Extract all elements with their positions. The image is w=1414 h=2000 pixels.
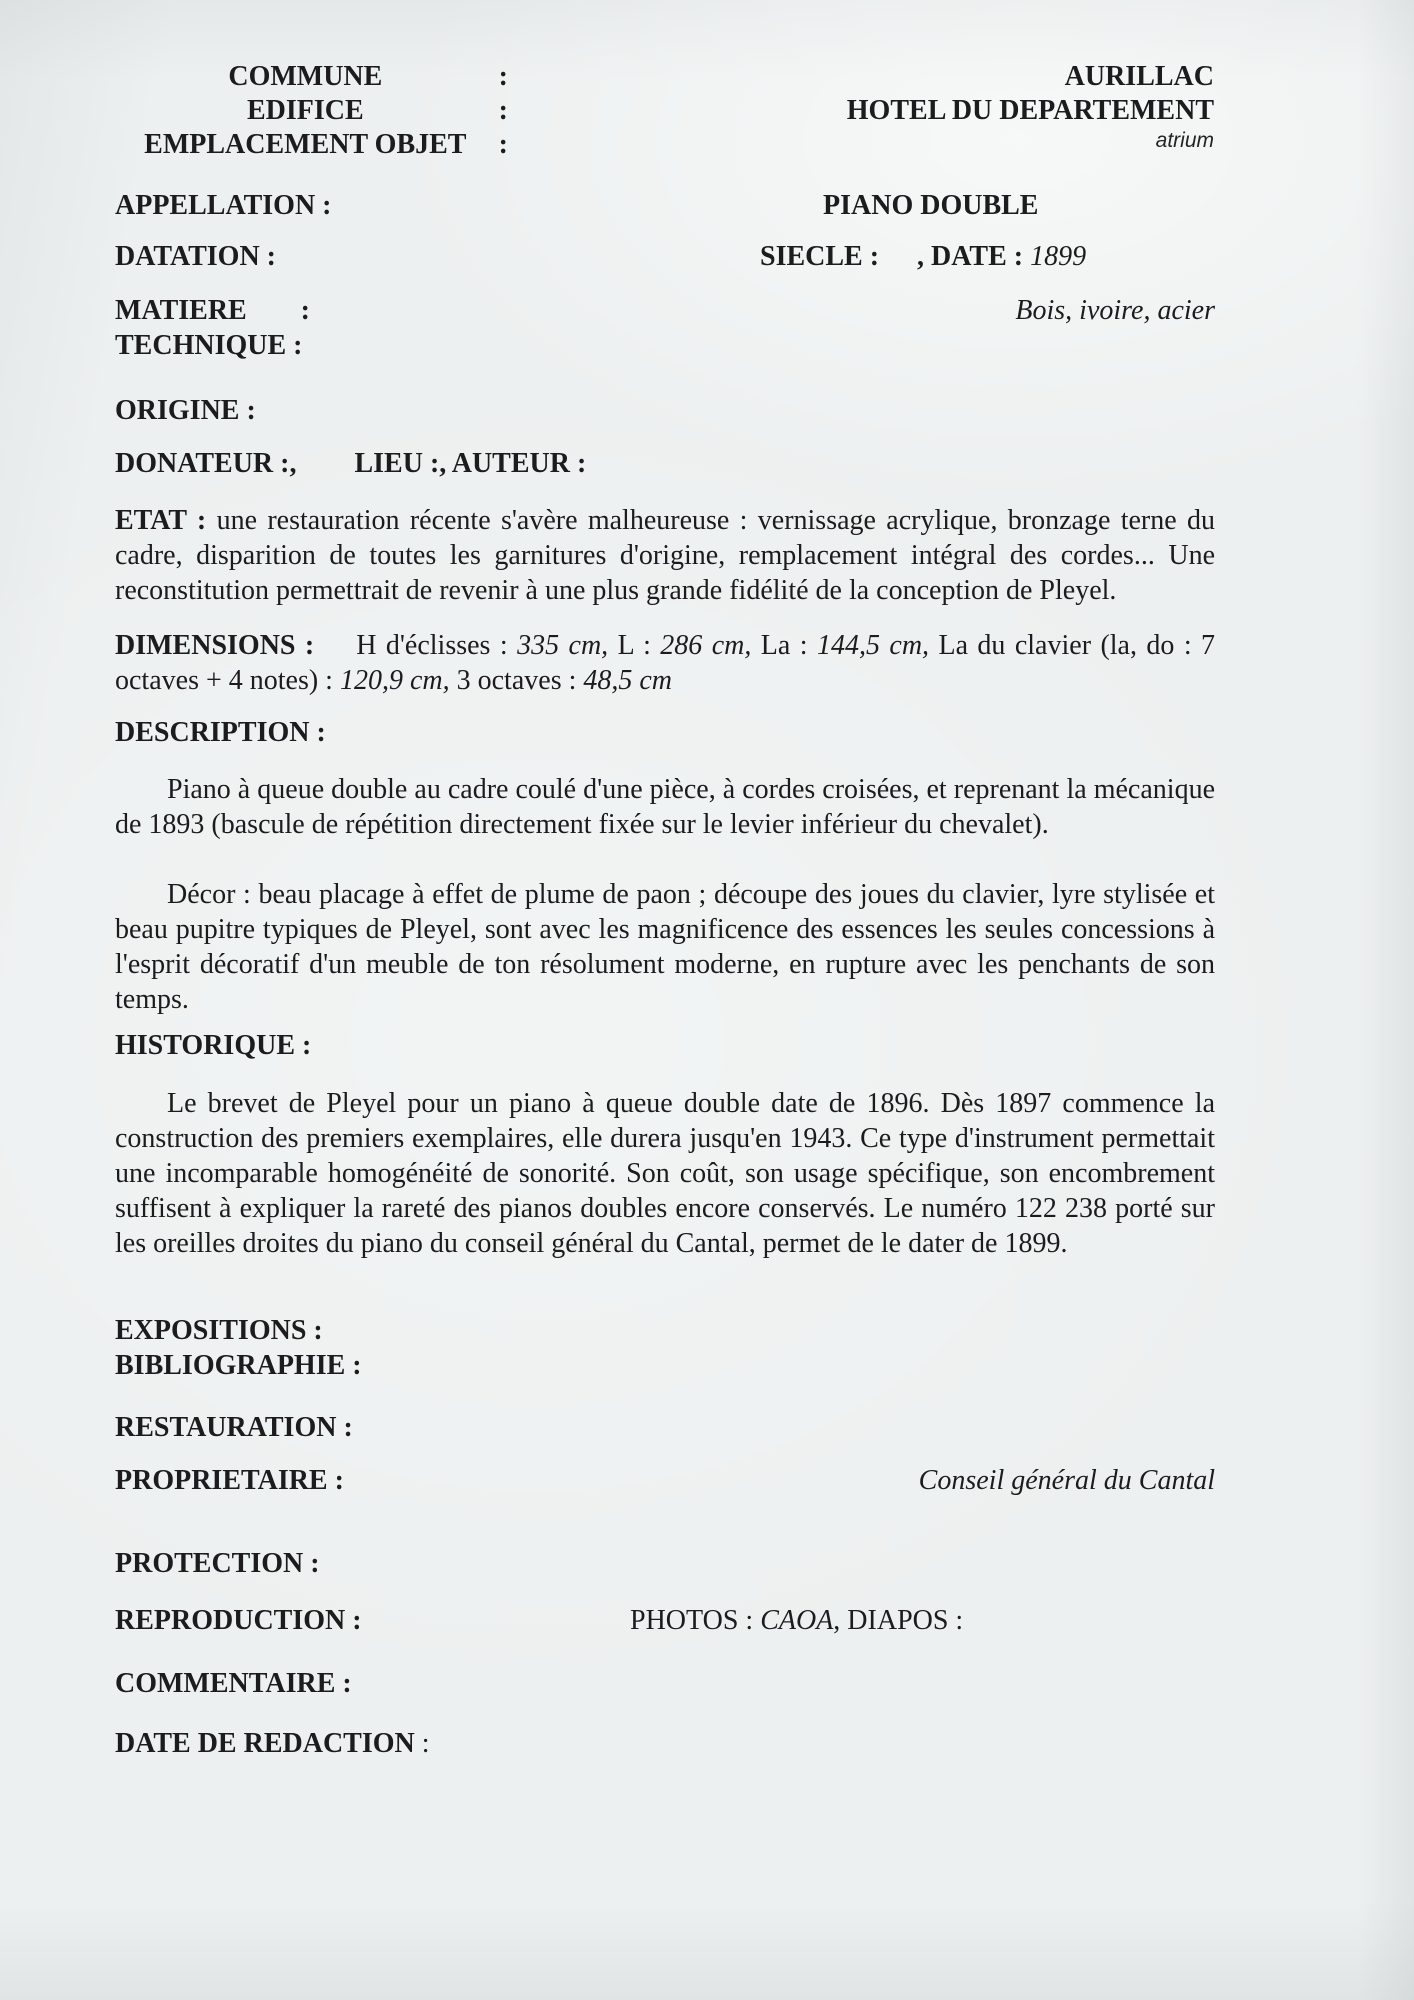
bibliographie-row (115, 1348, 1215, 1383)
datation-label: DATATION : (115, 241, 276, 272)
header-left-labels (112, 60, 508, 162)
emplacement-objet-colon: : (498, 129, 508, 160)
appellation-label: APPELLATION : (115, 190, 332, 221)
expositions-row (115, 1313, 1215, 1348)
edifice-value: HOTEL DU DEPARTEMENT (846, 95, 1214, 126)
etat-paragraph: ETAT : une restauration récente s'avère malheureuse : vernissage acrylique, bronzage terne du cadre, disparition de toutes les garnitures d'origine, remplacement intégral des cordes... Une reconstitution permettrait de revenir à une plus grande fidélité de la conception de Pleyel. (115, 505, 1215, 606)
datation-row (115, 239, 1215, 274)
restauration-row (115, 1410, 1215, 1445)
reproduction-value: PHOTOS : CAOA, DIAPOS : (630, 1605, 964, 1636)
edifice-colon: : (498, 95, 508, 126)
matiere-label: MATIERE (115, 295, 247, 326)
historique-paragraph: Le brevet de Pleyel pour un piano à queue double date de 1896. Dès 1897 commence la construction des premiers exemplaires, elle durera jusqu'en 1943. Ce type d'instrument permettait une incomparable homogénéité de sonorité. Son coût, son usage spécifique, son encombrement suffisent à expliquer la rareté des pianos doubles encore conservés. Le numéro 122 238 porté sur les oreilles droites du piano du conseil général du Cantal, permet de le dater de 1899. (115, 1088, 1215, 1259)
emplacement-objet-label: EMPLACEMENT OBJET (144, 129, 467, 160)
dimensions-paragraph: DIMENSIONS : H d'éclisses : 335 cm, L : 286 cm, La : 144,5 cm, La du clavier (la, do : 7 octaves + 4 notes) : 120,9 cm, 3 octaves : 48,5 cm (115, 630, 1216, 696)
protection-label: PROTECTION : (115, 1548, 320, 1579)
expositions-label: EXPOSITIONS : (115, 1315, 323, 1346)
origine-row (115, 393, 1215, 428)
reproduction-row (115, 1603, 1215, 1638)
matiere-label-group (115, 293, 310, 328)
reproduction-label: REPRODUCTION : (115, 1605, 362, 1636)
matiere-row (115, 293, 1215, 328)
restauration-label: RESTAURATION : (115, 1412, 353, 1443)
historique-heading-row (115, 1028, 1215, 1063)
commentaire-label: COMMENTAIRE : (115, 1668, 352, 1699)
protection-row (115, 1546, 1215, 1581)
commune-label-row (112, 60, 508, 94)
emplacement-detail-value: atrium (1155, 129, 1214, 152)
description-paragraph-2: Décor : beau placage à effet de plume de paon ; découpe des joues du clavier, lyre stylisée et beau pupitre typiques de Pleyel, sont avec les magnificence des essences les seules concessions à l'esprit décoratif d'un meuble de ton résolument moderne, en rupture avec les penchants de son temps. (115, 879, 1215, 1015)
commentaire-row (115, 1666, 1215, 1701)
description-heading: DESCRIPTION : (115, 717, 326, 748)
technique-label: TECHNIQUE : (115, 330, 303, 361)
donateur-lieu-auteur-row: DONATEUR :, LIEU :, AUTEUR : (115, 448, 587, 479)
header-right-values (847, 60, 1214, 154)
historique-heading: HISTORIQUE : (115, 1030, 312, 1061)
emplacement-objet-label-row (112, 128, 508, 162)
bibliographie-label: BIBLIOGRAPHIE : (115, 1350, 362, 1381)
proprietaire-label: PROPRIETAIRE : (115, 1465, 344, 1496)
matiere-value: Bois, ivoire, acier (1015, 295, 1215, 326)
date-redaction-row: DATE DE REDACTION : (115, 1728, 430, 1759)
description-paragraph-1: Piano à queue double au cadre coulé d'une pièce, à cordes croisées, et reprenant la mécanique de 1893 (bascule de répétition directement fixée sur le levier inférieur du chevalet). (115, 774, 1215, 840)
datation-value: SIECLE : , DATE : 1899 (760, 241, 1087, 272)
commune-label: COMMUNE (228, 61, 383, 92)
description-heading-row (115, 715, 1215, 750)
edifice-label: EDIFICE (246, 95, 364, 126)
technique-row (115, 328, 1215, 363)
proprietaire-value: Conseil général du Cantal (918, 1465, 1215, 1496)
appellation-row (115, 188, 1215, 223)
origine-label: ORIGINE : (115, 395, 256, 426)
edifice-label-row (112, 94, 508, 128)
appellation-value: PIANO DOUBLE (823, 190, 1039, 221)
commune-colon: : (498, 61, 508, 92)
proprietaire-row (115, 1463, 1215, 1498)
commune-value: AURILLAC (1064, 61, 1214, 92)
matiere-colon: : (300, 295, 310, 326)
